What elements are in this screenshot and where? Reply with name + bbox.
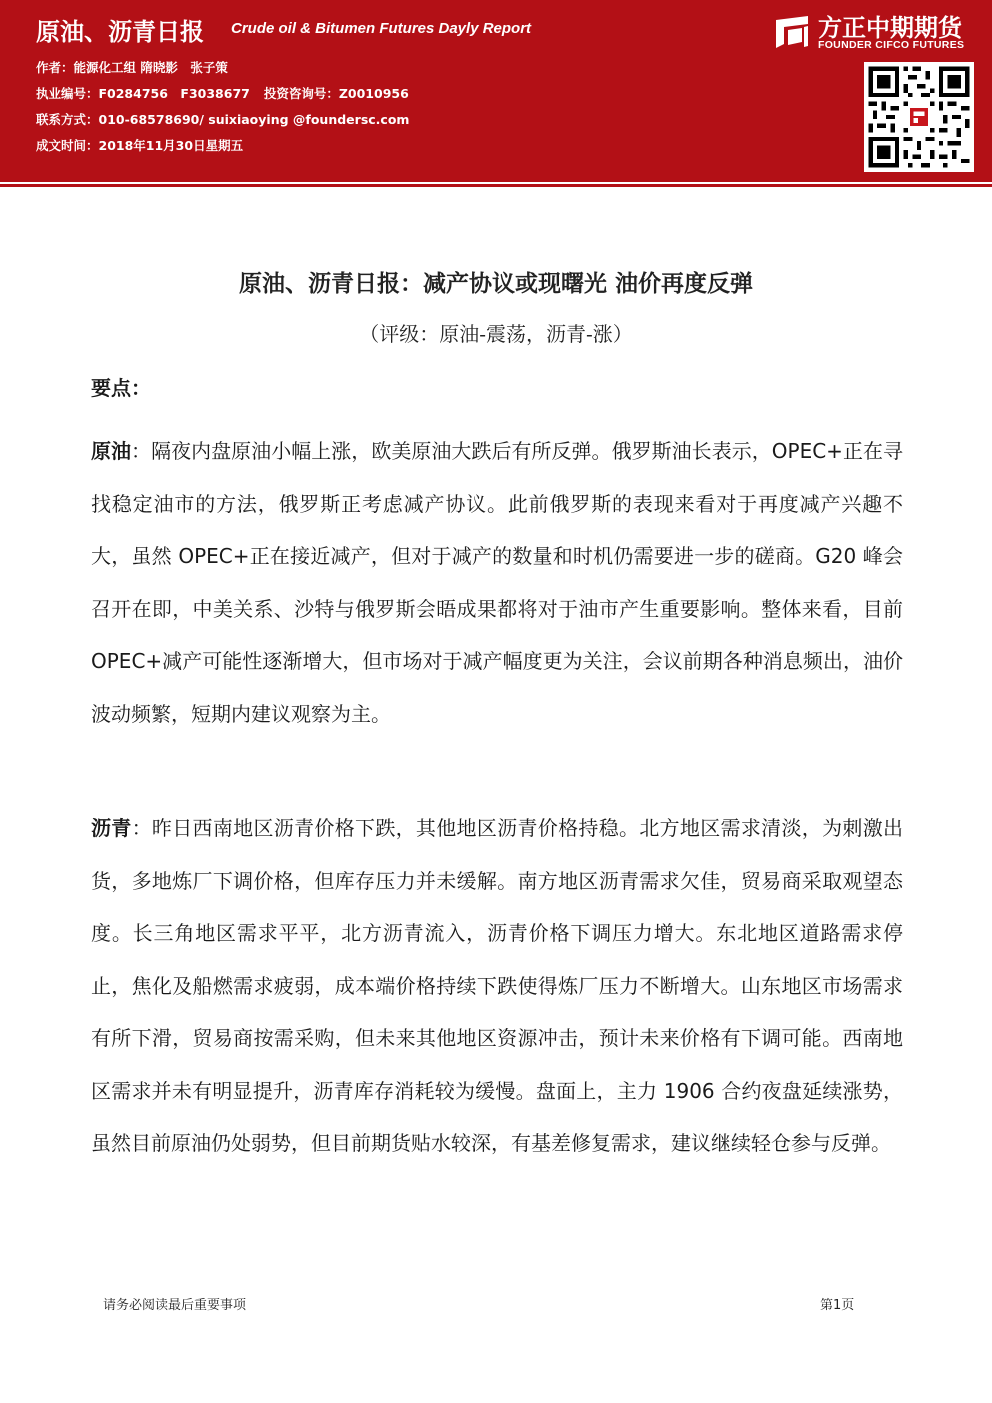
report-title: 原油、沥青日报：减产协议或现曙光 油价再度反弹 <box>238 271 753 297</box>
header-title-cn: 原油、沥青日报 <box>36 18 204 46</box>
qr-code-icon <box>864 62 974 172</box>
asphalt-paragraph <box>91 802 903 1170</box>
header-title-en: Crude oil & Bitumen Futures Dayly Report <box>231 20 532 37</box>
crude-oil-text: ：隔夜内盘原油小幅上涨，欧美原油大跌后有所反弹。俄罗斯油长表示，OPEC+正在寻找稳定油市的方法，俄罗斯正考虑减产协议。此前俄罗斯的表现来看对于再度减产兴趣不大，虽然 OPEC+正在接近减产，但对于减产的数量和时机仍需要进一步的磋商。G20 峰会召开在即，中美关系、沙特与俄罗斯会晤成果都将对于油市产生重要影响。整体来看，目前 OPEC+减产可能性逐渐增大，但市场对于减产幅度更为关注，会议前期各种消息频出，油价波动频繁，短期内建议观察为主。 <box>91 439 903 726</box>
date-line: 成文时间：2018年11月30日星期五 <box>36 138 244 153</box>
asphalt-text: ：昨日西南地区沥青价格下跌，其他地区沥青价格持稳。北方地区需求清淡，为刺激出货，多地炼厂下调价格，但库存压力并未缓解。南方地区沥青需求欠佳，贸易商采取观望态度。长三角地区需求平平，北方沥青流入，沥青价格下调压力增大。东北地区道路需求停止，焦化及船燃需求疲弱，成本端价格持续下跌使得炼厂压力不断增大。山东地区市场需求有所下滑，贸易商按需采购，但未来其他地区资源冲击，预计未来价格有下调可能。西南地区需求并未有明显提升，沥青库存消耗较为缓慢。盘面上，主力 1906 合约夜盘延续涨势，虽然目前原油仍处弱势，但目前期货贴水较深，有基差修复需求，建议继续轻仓参与反弹。 <box>91 816 904 1155</box>
footer-disclaimer: 请务必阅读最后重要事项 <box>103 1298 247 1313</box>
author-line: 作者：能源化工组 隋晓影 张子策 <box>36 60 228 75</box>
contact-line: 联系方式：010-68578690/ suixiaoying @foundersc.com <box>36 112 410 127</box>
logo-text-en: FOUNDER CIFCO FUTURES <box>818 39 965 51</box>
key-points-heading: 要点： <box>91 376 151 400</box>
license-number: 执业编号：F0284756 F3038677 <box>36 86 250 101</box>
header-divider <box>0 184 992 187</box>
page-number: 第1页 <box>820 1298 855 1313</box>
report-header <box>0 0 992 182</box>
report-rating: （评级：原油-震荡，沥青-涨） <box>359 322 633 346</box>
crude-oil-label: 原油 <box>91 439 132 463</box>
logo-text-cn: 方正中期期货 <box>818 14 962 42</box>
advisory-number: 投资咨询号：Z0010956 <box>263 86 409 101</box>
founder-logo-icon <box>772 14 812 52</box>
asphalt-label: 沥青 <box>91 816 132 840</box>
crude-oil-paragraph <box>91 425 903 740</box>
license-line <box>36 84 409 102</box>
